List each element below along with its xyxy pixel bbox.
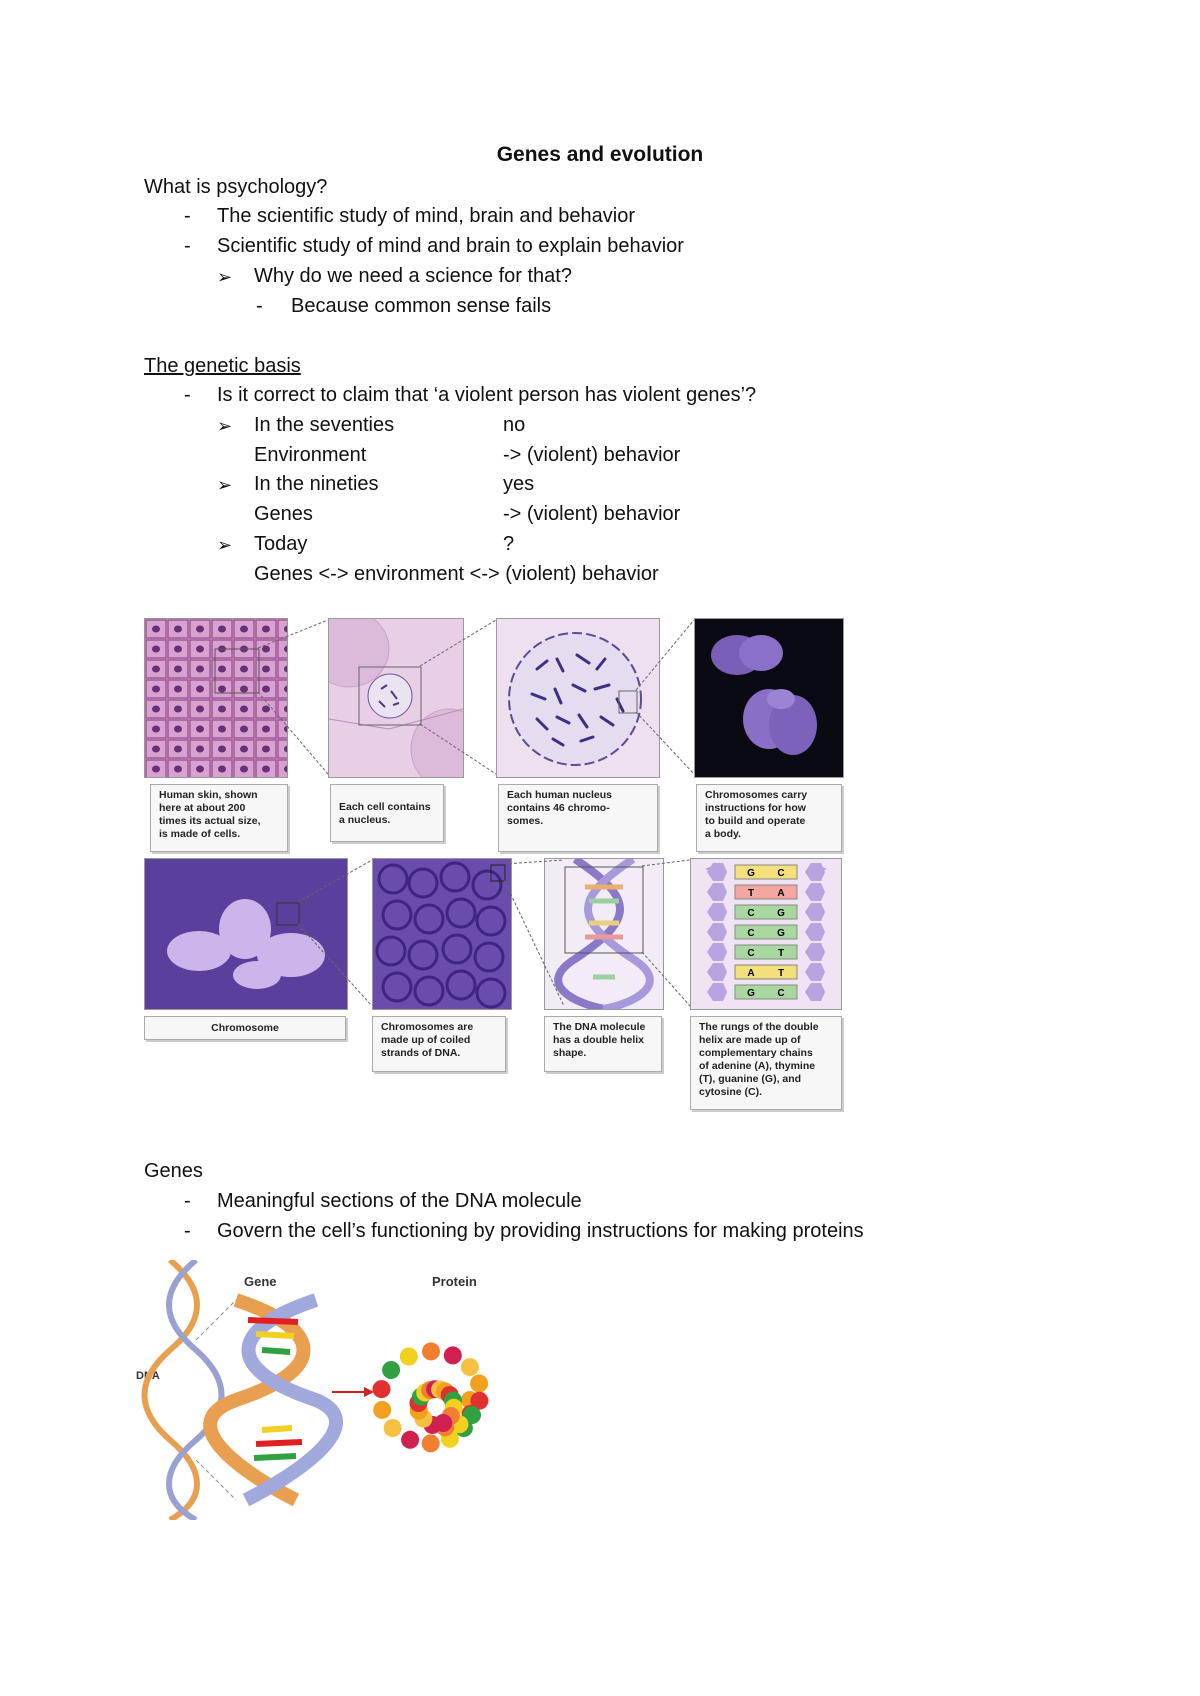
bullet-dash: -: [184, 205, 191, 227]
base-letter: T: [747, 888, 755, 899]
base-letter: C: [777, 988, 785, 999]
genetic-question: Is it correct to claim that ‘a violent person has violent genes’?: [217, 384, 757, 406]
base-letter: C: [747, 948, 755, 959]
base-letter: G: [747, 868, 755, 879]
bullet-dash: -: [184, 235, 191, 257]
era-label: Today: [254, 533, 308, 555]
figure-caption: Each human nucleus contains 46 chromo- somes.: [498, 784, 658, 852]
era-answer: yes: [503, 473, 535, 495]
era-label: In the nineties: [254, 473, 379, 495]
protein-bead: [470, 1375, 488, 1393]
base-letter: A: [777, 888, 785, 899]
protein-bead: [400, 1348, 418, 1366]
figure-caption: Human skin, shown here at about 200 times its actual size, is made of cells.: [150, 784, 288, 852]
bullet-dash: -: [184, 1190, 191, 1212]
genes-item: Meaningful sections of the DNA molecule: [217, 1190, 582, 1212]
base-letter: C: [777, 868, 785, 879]
figure-caption: The DNA molecule has a double helix shape.: [544, 1016, 662, 1072]
figure-caption: Chromosomes are made up of coiled strands of DNA.: [372, 1016, 506, 1072]
protein-bead: [434, 1414, 452, 1432]
cause-label: Environment: [254, 444, 367, 466]
intro-item: Scientific study of mind and brain to explain behavior: [217, 235, 684, 257]
bullet-dash: -: [184, 1220, 191, 1242]
protein-bead: [461, 1358, 479, 1376]
protein-bead: [422, 1434, 440, 1452]
figure-caption: The rungs of the double helix are made up of complementary chains of adenine (A), thymine (T), guanine (G), and cytosine (C).: [690, 1016, 842, 1110]
gene-label: Gene: [244, 1274, 277, 1289]
base-letter: G: [777, 928, 785, 939]
base-letter: T: [777, 948, 785, 959]
figure-caption: Each cell contains a nucleus.: [330, 784, 444, 842]
cause-label: Genes <-> environment <-> (violent) behavior: [254, 563, 659, 585]
section-heading: The genetic basis: [144, 355, 301, 377]
page-title: Genes and evolution: [496, 143, 704, 166]
effect-label: -> (violent) behavior: [503, 444, 681, 466]
figure-caption: Chromosome: [144, 1016, 346, 1040]
gene-protein-illustration: [136, 1260, 536, 1520]
genes-heading: Genes: [144, 1160, 203, 1182]
intro-sub-answer: Because common sense fails: [291, 295, 552, 317]
figure-connector-lines: [144, 618, 844, 1126]
era-label: In the seventies: [254, 414, 395, 436]
figure-caption: Chromosomes carry instructions for how to build and operate a body.: [696, 784, 842, 852]
effect-label: -> (violent) behavior: [503, 503, 681, 525]
intro-sub-question: Why do we need a science for that?: [254, 265, 572, 287]
bullet-dash: -: [184, 384, 191, 406]
intro-question: What is psychology?: [144, 176, 328, 198]
protein-bead: [422, 1342, 440, 1360]
arrow-bullet-icon: ➢: [217, 416, 233, 436]
arrow-bullet-icon: ➢: [217, 475, 233, 495]
bullet-dash: -: [256, 295, 263, 317]
base-letter: C: [747, 928, 755, 939]
protein-bead: [373, 1401, 391, 1419]
arrow-bullet-icon: ➢: [217, 267, 233, 287]
era-answer: ?: [503, 533, 515, 555]
gene-protein-figure: [136, 1260, 536, 1520]
protein-bead: [384, 1419, 402, 1437]
era-answer: no: [503, 414, 526, 436]
arrow-bullet-icon: ➢: [217, 535, 233, 555]
cell-to-dna-figure: [144, 618, 844, 1126]
base-letter: A: [747, 968, 755, 979]
intro-item: The scientific study of mind, brain and behavior: [217, 205, 635, 227]
dna-label: DNA: [136, 1370, 160, 1382]
protein-bead: [382, 1361, 400, 1379]
base-letter: C: [747, 908, 755, 919]
protein-bead: [373, 1380, 391, 1398]
base-letter: G: [777, 908, 785, 919]
protein-bead: [444, 1346, 462, 1364]
protein-bead: [401, 1431, 419, 1449]
base-letter: T: [777, 968, 785, 979]
cause-label: Genes: [254, 503, 313, 525]
base-letter: G: [747, 988, 755, 999]
protein-label: Protein: [432, 1274, 477, 1289]
genes-item: Govern the cell’s functioning by providing instructions for making proteins: [217, 1220, 864, 1242]
